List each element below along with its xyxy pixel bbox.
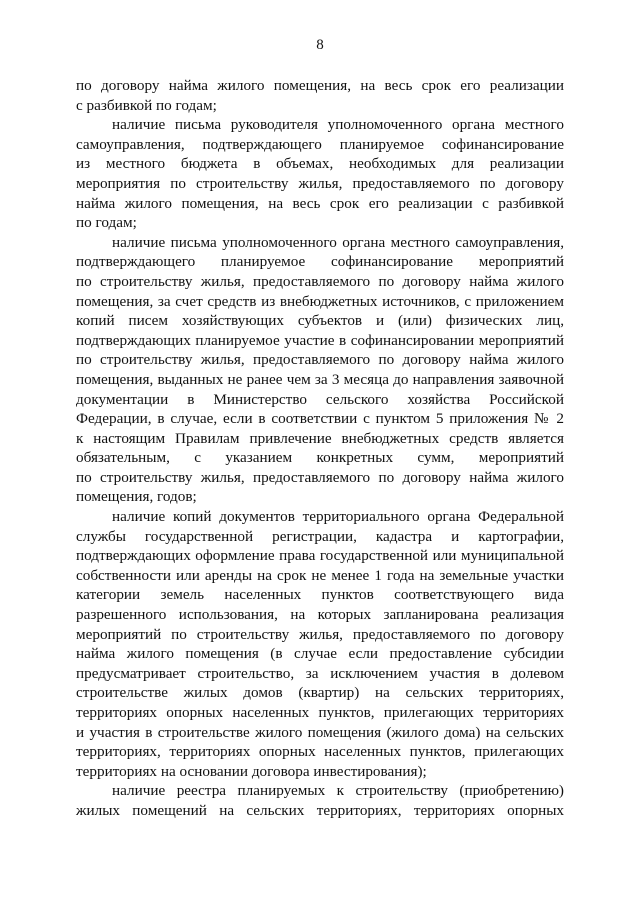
text-line: по строительству жилья, предоставляемого по договору найма жилого [76, 272, 564, 290]
text-line: и участия в строительстве жилого помещения (жилого дома) на сельских [76, 723, 564, 741]
text-line: помещения, годов; [76, 488, 197, 506]
text-line: разрешенного использования, на которых запланирована реализация [76, 606, 564, 624]
text-line: мероприятия по строительству жилья, предоставляемого по договору [76, 174, 564, 192]
text-line: подтверждающего планируемое софинансирование мероприятий [76, 253, 564, 271]
text-line: собственности или аренды на срок не менее 1 года на земельные участки [76, 566, 564, 584]
text-line: жилых помещений на сельских территориях, территориях опорных [76, 801, 564, 819]
text-line: самоуправления, подтверждающего планируемое софинансирование [76, 135, 564, 153]
document-body [76, 76, 564, 821]
text-line: наличие копий документов территориального органа Федеральной [112, 508, 564, 526]
text-line: помещения, выданных не ранее чем за 3 месяца до направления заявочной [76, 370, 564, 388]
text-line: по строительству жилья, предоставляемого по договору найма жилого [76, 351, 564, 369]
text-line: территориях опорных населенных пунктов, прилегающих территориях [76, 704, 564, 721]
text-line: к настоящим Правилам привлечение внебюджетных средств является [76, 429, 564, 447]
text-line: с разбивкой по годам; [76, 96, 217, 114]
page-number: 8 [316, 37, 324, 53]
text-line: территориях на основании договора инвестирования); [76, 762, 427, 780]
text-line: Федерации, в случае, если в соответствии с пунктом 5 приложения № 2 [76, 410, 564, 428]
text-line: подтверждающих оформление права государственной или муниципальной [76, 547, 564, 565]
text-line: категории земель населенных пунктов соответствующего вида [76, 586, 564, 604]
text-line: обязательным, с указанием конкретных сумм, мероприятий [76, 449, 564, 467]
text-line: помещения, за счет средств из внебюджетных источников, с приложением [76, 292, 564, 310]
text-line: копий писем хозяйствующих субъектов и (или) физических лиц, [76, 312, 564, 330]
text-line: территориях, территориях опорных населенных пунктов, прилегающих [76, 743, 564, 761]
text-line: мероприятий по строительству жилья, предоставляемого по договору [76, 625, 564, 643]
text-line: найма жилого помещения, на весь срок его реализации с разбивкой [76, 194, 564, 212]
text-line: предусматривает строительство, за исключением участия в долевом [76, 664, 564, 682]
text-line: найма жилого помещения (в случае если предоставление субсидии [76, 645, 564, 663]
text-line: по годам; [76, 214, 137, 232]
text-line: службы государственной регистрации, кадастра и картографии, [76, 527, 564, 545]
text-line: подтверждающих планируемое участие в софинансировании мероприятий [76, 331, 564, 349]
text-line: наличие письма уполномоченного органа местного самоуправления, [112, 233, 564, 251]
text-line: наличие письма руководителя уполномоченного органа местного [112, 116, 564, 134]
text-line: по строительству жилья, предоставляемого по договору найма жилого [76, 468, 564, 486]
text-line: по договору найма жилого помещения, на весь срок его реализации [76, 77, 564, 94]
text-line: из местного бюджета в объемах, необходимых для реализации [76, 155, 564, 173]
text-line: документации в Министерство сельского хозяйства Российской [76, 390, 564, 408]
text-line: строительстве жилых домов (квартир) на сельских территориях, [76, 684, 564, 702]
text-line: наличие реестра планируемых к строительству (приобретению) [112, 782, 564, 800]
